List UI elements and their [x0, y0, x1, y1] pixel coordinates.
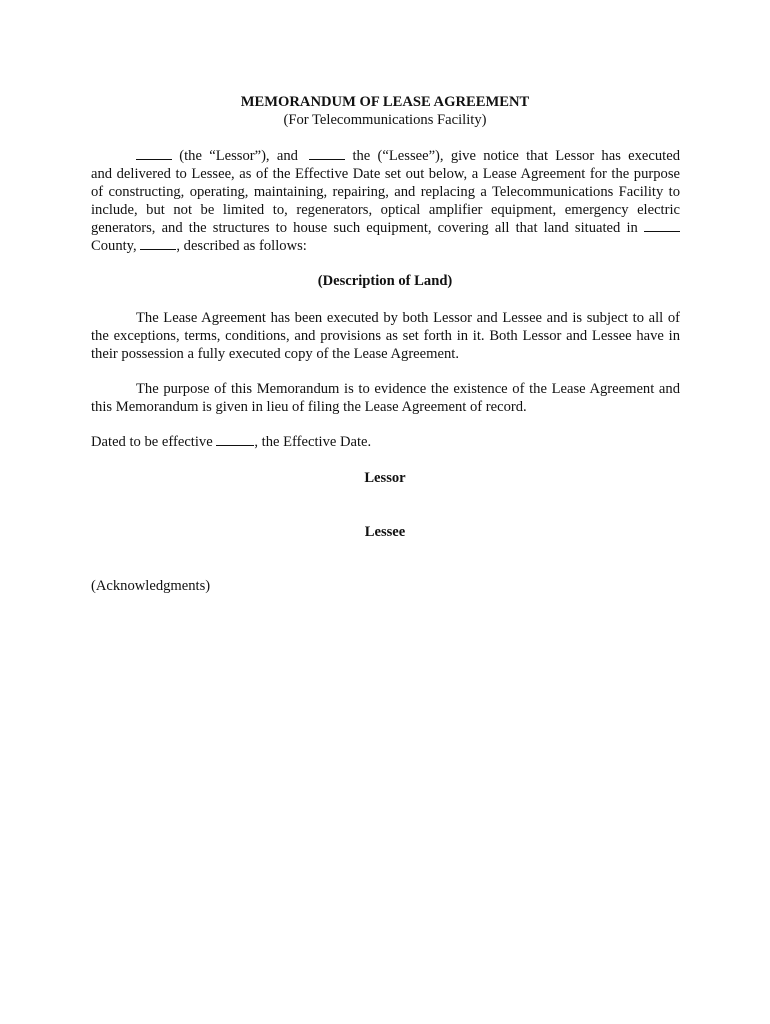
dated-suffix: , the Effective Date.: [254, 434, 372, 450]
dated-prefix: Dated to be effective: [91, 434, 213, 450]
lessor-name-blank[interactable]: [136, 147, 172, 160]
lessee-signature-label: Lessee: [364, 524, 406, 540]
intro-described: , described as follows:: [176, 238, 307, 254]
effective-date-blank[interactable]: [216, 433, 254, 446]
description-heading: (Description of Land): [317, 273, 453, 289]
state-blank[interactable]: [140, 237, 176, 250]
lessor-signature-label: Lessor: [364, 470, 406, 486]
lessee-name-blank[interactable]: [309, 147, 345, 160]
county-blank[interactable]: [644, 219, 680, 232]
intro-rest: and delivered to Lessee, as of the Effective Date set out below, a Lease Agreement for the purpose of constructing, operating, maintaining, repairing, and replacing a Telecommunications Facility to include, but not be limited to, regenerators, optical amplifier equipment, emergency electric generators, and the structures to house such equipment, covering all that land situated in: [91, 166, 680, 236]
intro-county: County,: [91, 238, 137, 254]
document-subtitle: (For Telecommunications Facility): [283, 112, 487, 128]
intro-part1: (the “Lessor”), and: [179, 148, 298, 164]
acknowledgments: (Acknowledgments): [91, 578, 211, 594]
intro-part2: the (“Lessee”), give notice that Lessor has executed: [352, 148, 680, 164]
dated-line: [91, 433, 680, 451]
intro-paragraph: [91, 147, 680, 255]
document-title: MEMORANDUM OF LEASE AGREEMENT: [240, 94, 530, 110]
paragraph-purpose: The purpose of this Memorandum is to evidence the existence of the Lease Agreement and this Memorandum is given in lieu of filing the Lease Agreement of record.: [91, 381, 680, 415]
paragraph-lease-executed: The Lease Agreement has been executed by both Lessor and Lessee and is subject to all of the exceptions, terms, conditions, and provisions as set forth in it. Both Lessor and Lessee have in their possession a fully executed copy of the Lease Agreement.: [91, 310, 680, 362]
